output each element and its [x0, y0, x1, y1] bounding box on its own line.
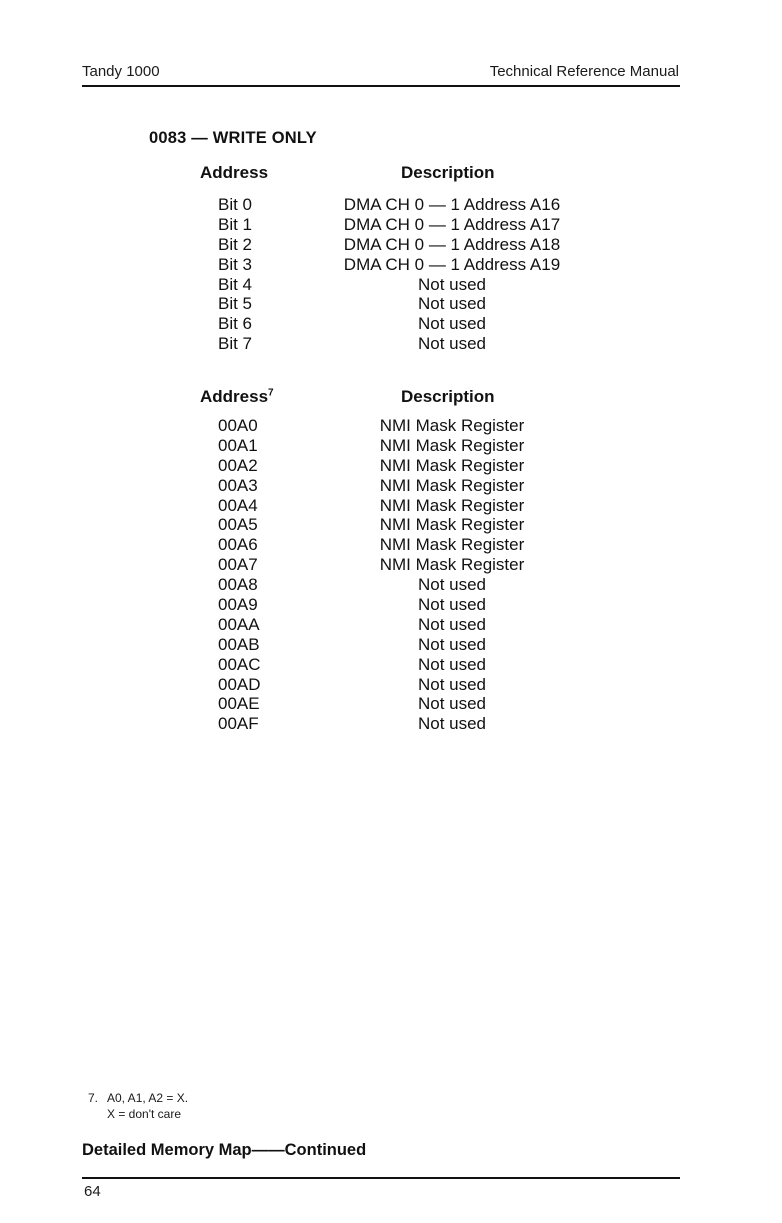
row-description: Not used: [417, 294, 487, 314]
page-number: 64: [84, 1183, 101, 1200]
row-description: Not used: [417, 634, 487, 654]
footnote-text-1: A0, A1, A2 = X.: [107, 1091, 189, 1105]
row-address: 00A7: [218, 555, 258, 575]
row-address: 00A8: [218, 575, 258, 595]
table-rows: [0, 195, 782, 354]
footnote: [88, 1090, 188, 1122]
table-row: [0, 675, 782, 695]
table-row: [0, 476, 782, 496]
table-row: [0, 195, 782, 215]
column-header-address: Address: [200, 163, 269, 182]
running-header-title: Tandy 1000: [82, 63, 160, 80]
table-row: [0, 436, 782, 456]
row-description: Not used: [417, 575, 487, 595]
column-header-description: Description: [401, 163, 495, 182]
row-description: DMA CH 0 — 1 Address A17: [343, 214, 561, 234]
table-row: [0, 416, 782, 436]
table-row: [0, 255, 782, 275]
row-address: 00A2: [218, 455, 258, 475]
footnote-line-2: X = don't care: [107, 1107, 182, 1121]
row-description: Not used: [417, 614, 487, 634]
table-row: [0, 215, 782, 235]
footnote-number: 7.: [88, 1091, 99, 1105]
row-description: NMI Mask Register: [379, 435, 525, 455]
row-address: Bit 2: [218, 234, 253, 254]
footnote-reference: 7: [268, 387, 274, 399]
table-row: [0, 595, 782, 615]
table-row: [0, 714, 782, 734]
table-row: [0, 275, 782, 295]
row-description: Not used: [417, 654, 487, 674]
row-address: 00AB: [218, 634, 260, 654]
footnote-line-1: [88, 1090, 188, 1106]
row-description: Not used: [417, 674, 487, 694]
row-address: 00A3: [218, 475, 258, 495]
table-row: [0, 575, 782, 595]
header-rule: [82, 85, 680, 87]
row-description: Not used: [417, 334, 487, 354]
row-description: NMI Mask Register: [379, 515, 525, 535]
row-address: 00AF: [218, 714, 259, 734]
row-description: NMI Mask Register: [379, 495, 525, 515]
row-address: 00AA: [218, 614, 260, 634]
row-address: 00AD: [218, 674, 261, 694]
table-row: [0, 655, 782, 675]
table-row: [0, 496, 782, 516]
row-description: DMA CH 0 — 1 Address A16: [343, 195, 561, 214]
table-row: [0, 694, 782, 714]
row-address: 00A0: [218, 416, 258, 435]
table-row: [0, 615, 782, 635]
row-description: NMI Mask Register: [379, 555, 525, 575]
column-header-address: [200, 387, 274, 407]
row-address: 00AC: [218, 654, 261, 674]
row-address: Bit 5: [218, 294, 253, 314]
footer-rule: [82, 1177, 680, 1179]
row-address: 00A1: [218, 435, 258, 455]
row-address: 00A5: [218, 515, 258, 535]
row-description: NMI Mask Register: [379, 535, 525, 555]
row-address: Bit 7: [218, 334, 253, 354]
table-row: [0, 235, 782, 255]
row-description: Not used: [417, 274, 487, 294]
table-row: [0, 515, 782, 535]
row-address: 00A9: [218, 595, 258, 615]
table-row: [0, 635, 782, 655]
row-description: NMI Mask Register: [379, 475, 525, 495]
running-header-manual: Technical Reference Manual: [489, 63, 679, 80]
row-address: 00A4: [218, 495, 258, 515]
row-description: Not used: [417, 595, 487, 615]
table-row: [0, 535, 782, 555]
row-description: NMI Mask Register: [379, 416, 525, 435]
table-rows: [0, 416, 782, 734]
row-description: DMA CH 0 — 1 Address A18: [343, 234, 561, 254]
section-title: 0083 — WRITE ONLY: [149, 129, 317, 147]
table-row: [0, 314, 782, 334]
row-address: Bit 0: [218, 195, 253, 214]
footer-section-title: Detailed Memory Map——Continued: [82, 1141, 367, 1159]
row-address: Bit 3: [218, 254, 253, 274]
row-description: Not used: [417, 694, 487, 714]
row-address: Bit 4: [218, 274, 253, 294]
row-address: Bit 1: [218, 214, 253, 234]
table-row: [0, 555, 782, 575]
row-address: 00A6: [218, 535, 258, 555]
row-description: DMA CH 0 — 1 Address A19: [343, 254, 561, 274]
table-row: [0, 456, 782, 476]
column-header-address-text: Address: [200, 387, 269, 406]
row-address: 00AE: [218, 694, 260, 714]
row-address: Bit 6: [218, 314, 253, 334]
column-header-description: Description: [401, 387, 495, 406]
table-row: [0, 334, 782, 354]
table-row: [0, 294, 782, 314]
row-description: NMI Mask Register: [379, 455, 525, 475]
row-description: Not used: [417, 314, 487, 334]
row-description: Not used: [417, 714, 487, 734]
